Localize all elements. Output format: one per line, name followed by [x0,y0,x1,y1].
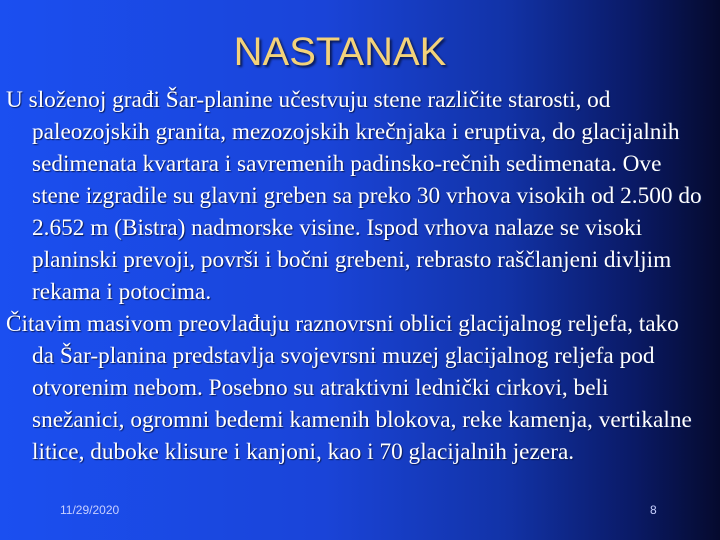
slide-body [6,84,706,468]
paragraph-formation: U složenoj građi Šar-planine učestvuju stene različite starosti, od paleozojskih granita, mezozojskih krečnjaka i eruptiva, do glacijalnih sedimenata kvartara i savremenih padinsko-rečnih sedimenata. Ove stene izgradile su glavni greben sa preko 30 vrhova visokih od 2.500 do 2.652 m (Bistra) nadmorske visine. Ispod vrhova nalaze se visoki planinski prevoji, površi i bočni grebeni, rebrasto raščlanjeni divljim rekama i potocima. [6,87,702,305]
paragraph-glacial-relief: Čitavim masivom preovlađuju raznovrsni oblici glacijalnog reljefa, tako da Šar-planina predstavlja svojevrsni muzej glacijalnog reljefa pod otvorenim nebom. Posebno su atraktivni lednički cirkovi, beli snežanici, ogromni bedemi kamenih blokova, reke kamenja, vertikalne litice, duboke klisure i kanjoni, kao i 70 glacijalnih jezera. [6,311,692,465]
page-number: 8 [650,503,657,517]
footer-date: 11/29/2020 [60,503,120,517]
slide-title: NASTANAK [233,30,447,74]
